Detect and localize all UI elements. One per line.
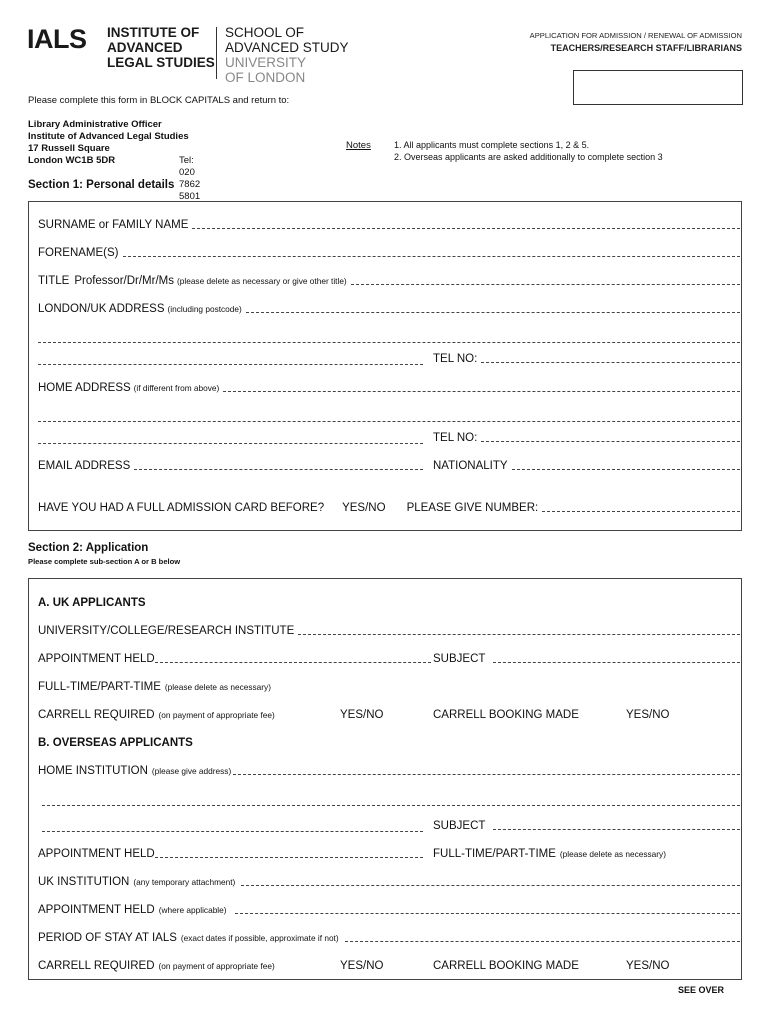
home-institution-row [38, 765, 740, 777]
period-of-stay-note: (exact dates if possible, approximate if not) [180, 933, 339, 943]
instructions: Please complete this form in BLOCK CAPITALS and return to: [28, 95, 290, 106]
tel-label: TEL NO: [433, 353, 478, 365]
address-postcode: London WC1B 5DR [28, 155, 116, 166]
overseas-carrell-label: CARRELL REQUIRED [38, 960, 155, 972]
uk-carrell-row [38, 709, 275, 721]
title-options: Professor/Dr/Mr/Ms [74, 275, 174, 287]
nationality-row [433, 460, 740, 472]
admission-card-row [38, 502, 740, 514]
london-address-field-2[interactable] [38, 342, 740, 343]
address-line: Institute of Advanced Legal Studies [28, 131, 189, 142]
nationality-label: NATIONALITY [433, 460, 508, 472]
overseas-booking-label: CARRELL BOOKING MADE [433, 960, 579, 972]
forenames-label: FORENAME(S) [38, 247, 119, 259]
overseas-carrell-yesno[interactable]: YES/NO [340, 960, 384, 972]
section-1-title: Section 1: Personal details [28, 179, 175, 191]
overseas-subject-label: SUBJECT [433, 820, 486, 832]
london-address-row-2 [38, 331, 740, 345]
uk-subject-field[interactable] [493, 662, 740, 663]
uk-appointment-field[interactable] [155, 662, 431, 663]
home-institution-field[interactable] [233, 774, 740, 775]
notes-label: Notes [346, 140, 371, 151]
overseas-appointment-2-row [38, 904, 740, 916]
london-address-field[interactable] [246, 312, 740, 313]
surname-field[interactable] [192, 228, 740, 229]
uk-carrell-note: (on payment of appropriate fee) [158, 710, 275, 720]
overseas-carrell-row [38, 960, 275, 972]
school-logo-text [225, 25, 349, 85]
uk-institution-note: (any temporary attachment) [133, 877, 236, 887]
section-2-title: Section 2: Application [28, 542, 149, 554]
overseas-booking-yesno-wrap [626, 960, 669, 972]
overseas-carrell-yesno-wrap [340, 960, 383, 972]
uk-appointment-label: APPOINTMENT HELD [38, 653, 155, 665]
email-field[interactable] [134, 469, 423, 470]
london-address-field-3[interactable] [38, 364, 423, 365]
logo-divider [216, 27, 217, 79]
uk-institution-field[interactable] [241, 885, 740, 886]
forenames-row [38, 247, 740, 259]
logo-line: ADVANCED [107, 40, 183, 55]
london-address-row-3 [38, 353, 423, 367]
ials-logo: IALS [27, 24, 87, 54]
home-address-row [38, 382, 740, 394]
tel-2-label: TEL NO: [433, 432, 478, 444]
uk-booking-yesno[interactable]: YES/NO [626, 709, 670, 721]
section-2-subtitle: Please complete sub-section A or B below [28, 557, 181, 566]
overseas-fulltime-label[interactable]: FULL-TIME/PART-TIME [433, 848, 556, 860]
uk-carrell-yesno[interactable]: YES/NO [340, 709, 384, 721]
uk-university-field[interactable] [298, 634, 740, 635]
home-institution-label: HOME INSTITUTION [38, 765, 148, 777]
overseas-carrell-note: (on payment of appropriate fee) [158, 961, 275, 971]
surname-row [38, 219, 740, 231]
uk-booking-wrap [433, 709, 579, 721]
notes [394, 140, 663, 163]
overseas-fulltime-row [433, 848, 666, 860]
logo-line: INSTITUTE OF [107, 25, 200, 40]
overseas-appointment-label: APPOINTMENT HELD [38, 848, 155, 860]
tel-row [433, 353, 740, 365]
tel-2-field[interactable] [481, 441, 740, 442]
tel-2-row [433, 432, 740, 444]
logo-line: LEGAL STUDIES [107, 55, 215, 70]
uk-subject-label: SUBJECT [433, 653, 486, 665]
overseas-fulltime-note: (please delete as necessary) [559, 849, 666, 859]
logo-line: SCHOOL OF [225, 25, 305, 40]
home-institution-row-2 [42, 794, 740, 808]
overseas-subject-field[interactable] [493, 829, 740, 830]
uk-university-row [38, 625, 740, 637]
uk-carrell-yesno-wrap [340, 709, 383, 721]
title-note: (please delete as necessary or give other title) [176, 276, 347, 286]
overseas-applicants-title: B. OVERSEAS APPLICANTS [38, 737, 193, 749]
uk-applicants-heading [38, 597, 146, 609]
applicant-category: TEACHERS/RESEARCH STAFF/LIBRARIANS [550, 43, 742, 53]
overseas-applicants-heading [38, 737, 193, 749]
home-address-field-3[interactable] [38, 443, 423, 444]
logo-line: UNIVERSITY [225, 55, 307, 70]
home-institution-note: (please give address) [151, 766, 232, 776]
uk-booking-yesno-wrap [626, 709, 669, 721]
admission-card-question: HAVE YOU HAD A FULL ADMISSION CARD BEFORE? [38, 502, 325, 514]
uk-applicants-title: A. UK APPLICANTS [38, 597, 146, 609]
london-address-note: (including postcode) [167, 304, 242, 314]
uk-subject-row [433, 653, 740, 665]
uk-booking-label: CARRELL BOOKING MADE [433, 709, 579, 721]
overseas-appointment-2-label: APPOINTMENT HELD [38, 904, 155, 916]
london-address-row [38, 303, 740, 315]
uk-fulltime-row [38, 681, 271, 693]
uk-fulltime-label[interactable]: FULL-TIME/PART-TIME [38, 681, 161, 693]
logo-line: OF LONDON [225, 70, 306, 85]
address-line: Library Administrative Officer [28, 119, 162, 130]
overseas-appointment-2-field[interactable] [235, 913, 740, 914]
admission-card-yesno[interactable]: YES/NO [342, 502, 386, 514]
overseas-booking-yesno[interactable]: YES/NO [626, 960, 670, 972]
uk-university-label: UNIVERSITY/COLLEGE/RESEARCH INSTITUTE [38, 625, 295, 637]
institute-logo-text [107, 25, 215, 70]
title-row [38, 275, 740, 287]
title-label: TITLE [38, 275, 70, 287]
uk-fulltime-note: (please delete as necessary) [164, 682, 271, 692]
period-of-stay-row [38, 932, 740, 944]
period-of-stay-field[interactable] [345, 941, 740, 942]
forenames-field[interactable] [123, 256, 741, 257]
title-field[interactable] [351, 284, 740, 285]
application-type: APPLICATION FOR ADMISSION / RENEWAL OF ADMISSION [529, 31, 742, 40]
home-address-field-2[interactable] [38, 421, 740, 422]
uk-appointment-row [38, 653, 431, 665]
overseas-appointment-row [38, 848, 423, 860]
section-2-frame [28, 578, 742, 980]
uk-institution-row [38, 876, 740, 888]
email-row [38, 460, 423, 472]
home-institution-field-2[interactable] [42, 805, 740, 806]
home-address-row-3 [38, 432, 423, 446]
see-over: SEE OVER [677, 985, 724, 995]
uk-institution-label: UK INSTITUTION [38, 876, 130, 888]
home-institution-field-3[interactable] [42, 831, 423, 832]
home-address-note: (if different from above) [133, 383, 220, 393]
note-item: 2. Overseas applicants are asked additionally to complete section 3 [394, 151, 663, 162]
home-address-label: HOME ADDRESS [38, 382, 131, 394]
note-item: 1. All applicants must complete sections 1, 2 & 5. [394, 140, 590, 150]
home-institution-row-3 [42, 820, 423, 834]
logo-line: ADVANCED STUDY [225, 40, 349, 55]
london-address-label: LONDON/UK ADDRESS [38, 303, 165, 315]
address-line: 17 Russell Square [28, 143, 110, 154]
card-number-label: PLEASE GIVE NUMBER: [406, 502, 539, 514]
overseas-appointment-field[interactable] [155, 857, 423, 858]
overseas-appointment-2-note: (where applicable) [158, 905, 227, 915]
overseas-booking-wrap [433, 960, 579, 972]
address-tel: Tel: 020 7862 5801 [179, 155, 201, 202]
tel-field[interactable] [481, 362, 740, 363]
home-address-row-2 [38, 410, 740, 424]
uk-carrell-label: CARRELL REQUIRED [38, 709, 155, 721]
office-reference-box[interactable] [573, 70, 743, 105]
email-label: EMAIL ADDRESS [38, 460, 131, 472]
overseas-subject-row [433, 820, 740, 832]
period-of-stay-label: PERIOD OF STAY AT IALS [38, 932, 177, 944]
card-number-field[interactable] [542, 511, 740, 512]
home-address-field[interactable] [223, 391, 740, 392]
surname-label: SURNAME or FAMILY NAME [38, 219, 189, 231]
nationality-field[interactable] [512, 469, 740, 470]
